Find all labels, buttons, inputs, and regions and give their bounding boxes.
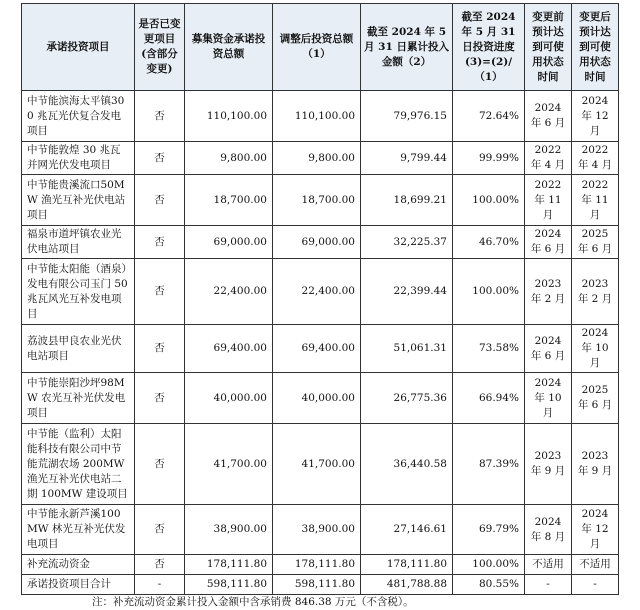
cell-committed: 22,400.00 xyxy=(185,259,273,325)
cell-project-name: 中节能太阳能（酒泉）发电有限公司玉门 50兆瓦风光互补发电项目 xyxy=(22,259,135,325)
cell-after-date: 2025 年 6 月 xyxy=(572,226,619,259)
cell-committed: 598,111.80 xyxy=(185,575,273,595)
cell-adjusted: 18,700.00 xyxy=(273,175,361,226)
table-row xyxy=(22,142,619,175)
cell-project-name: 补充流动资金 xyxy=(22,555,135,575)
cell-cumulative: 51,061.31 xyxy=(361,325,453,373)
cell-cumulative: 18,699.21 xyxy=(361,175,453,226)
cell-adjusted: 22,400.00 xyxy=(273,259,361,325)
header-changed: 是否已变更项目(含部分变更) xyxy=(135,4,185,91)
cell-adjusted: 41,700.00 xyxy=(273,424,361,505)
cell-project-name: 中节能（监利）太阳能科技有限公司中节能荒湖农场 200MW渔光互补光伏电站二期 100MW 建设项目 xyxy=(22,424,135,505)
table-row xyxy=(22,259,619,325)
cell-project-name: 中节能崇阳沙坪98MW 农光互补光伏发电项目 xyxy=(22,373,135,424)
cell-changed: 否 xyxy=(135,505,185,555)
cell-before-date: 2024 年 6 月 xyxy=(525,91,572,142)
cell-committed: 41,700.00 xyxy=(185,424,273,505)
table-row xyxy=(22,373,619,424)
cell-project-name: 中节能贵溪流口50MW 渔光互补光伏电站项目 xyxy=(22,175,135,226)
cell-cumulative: 27,146.61 xyxy=(361,505,453,555)
cell-cumulative: 22,399.44 xyxy=(361,259,453,325)
cell-project-name: 荔波县甲良农业光伏电站项目 xyxy=(22,325,135,373)
cell-cumulative: 79,976.15 xyxy=(361,91,453,142)
cell-adjusted: 69,400.00 xyxy=(273,325,361,373)
cell-project-name: 承诺投资项目合计 xyxy=(22,575,135,595)
table-row xyxy=(22,91,619,142)
table-row xyxy=(22,555,619,575)
cell-adjusted: 598,111.80 xyxy=(273,575,361,595)
cell-cumulative: 26,775.36 xyxy=(361,373,453,424)
cell-adjusted: 110,100.00 xyxy=(273,91,361,142)
cell-committed: 110,100.00 xyxy=(185,91,273,142)
cell-after-date: 2022 年 11 月 xyxy=(572,175,619,226)
table-row xyxy=(22,325,619,373)
cell-adjusted: 69,000.00 xyxy=(273,226,361,259)
cell-changed: 否 xyxy=(135,142,185,175)
table-body xyxy=(22,91,619,595)
cell-progress: 72.64% xyxy=(453,91,525,142)
cell-before-date: 2023 年 9 月 xyxy=(525,424,572,505)
cell-adjusted: 38,900.00 xyxy=(273,505,361,555)
cell-committed: 40,000.00 xyxy=(185,373,273,424)
cell-project-name: 中节能永新芦溪100MW 林光互补光伏发电项目 xyxy=(22,505,135,555)
header-progress: 截至 2024 年 5 月 31 日投资进度(3)=(2)/（1） xyxy=(453,4,525,91)
cell-changed: 否 xyxy=(135,175,185,226)
cell-changed: 否 xyxy=(135,373,185,424)
cell-progress: 69.79% xyxy=(453,505,525,555)
cell-committed: 9,800.00 xyxy=(185,142,273,175)
cell-changed: 否 xyxy=(135,555,185,575)
footnote: 注：补充流动资金累计投入金额中含承销费 846.38 万元（不含税）。 xyxy=(92,596,414,608)
header-project: 承诺投资项目 xyxy=(22,4,135,91)
cell-before-date: 2022 年 4 月 xyxy=(525,142,572,175)
cell-committed: 69,000.00 xyxy=(185,226,273,259)
cell-progress: 87.39% xyxy=(453,424,525,505)
header-after-date: 变更后预计达到可使用状态时间 xyxy=(572,4,619,91)
table-row xyxy=(22,575,619,595)
cell-cumulative: 36,440.58 xyxy=(361,424,453,505)
cell-progress: 99.99% xyxy=(453,142,525,175)
cell-cumulative: 32,225.37 xyxy=(361,226,453,259)
cell-cumulative: 481,788.88 xyxy=(361,575,453,595)
cell-before-date: 2024 年 6 月 xyxy=(525,325,572,373)
cell-after-date: 2025 年 6 月 xyxy=(572,373,619,424)
cell-cumulative: 9,799.44 xyxy=(361,142,453,175)
cell-committed: 18,700.00 xyxy=(185,175,273,226)
cell-after-date: 2023 年 2 月 xyxy=(572,259,619,325)
cell-changed: - xyxy=(135,575,185,595)
cell-before-date: 2022 年 11 月 xyxy=(525,175,572,226)
cell-before-date: 2024 年 6 月 xyxy=(525,226,572,259)
table-row xyxy=(22,424,619,505)
cell-after-date: - xyxy=(572,575,619,595)
cell-progress: 100.00% xyxy=(453,555,525,575)
table-header-row xyxy=(22,4,619,91)
cell-progress: 66.94% xyxy=(453,373,525,424)
cell-adjusted: 40,000.00 xyxy=(273,373,361,424)
cell-after-date: 2024 年 12 月 xyxy=(572,505,619,555)
cell-project-name: 中节能敦煌 30 兆瓦并网光伏发电项目 xyxy=(22,142,135,175)
cell-adjusted: 178,111.80 xyxy=(273,555,361,575)
cell-changed: 否 xyxy=(135,226,185,259)
cell-committed: 69,400.00 xyxy=(185,325,273,373)
table-row xyxy=(22,505,619,555)
cell-changed: 否 xyxy=(135,259,185,325)
cell-project-name: 中节能滨海太平镇300 兆瓦光伏复合发电项目 xyxy=(22,91,135,142)
cell-progress: 100.00% xyxy=(453,259,525,325)
cell-progress: 100.00% xyxy=(453,175,525,226)
cell-after-date: 2022 年 4 月 xyxy=(572,142,619,175)
table-row xyxy=(22,226,619,259)
cell-before-date: 2024 年 10 月 xyxy=(525,373,572,424)
cell-project-name: 福泉市道坪镇农业光伏电站项目 xyxy=(22,226,135,259)
header-cumulative: 截至 2024 年 5 月 31 日累计投入金额（2） xyxy=(361,4,453,91)
cell-committed: 178,111.80 xyxy=(185,555,273,575)
cell-changed: 否 xyxy=(135,91,185,142)
table-row xyxy=(22,175,619,226)
cell-after-date: 2024 年 10 月 xyxy=(572,325,619,373)
cell-before-date: 2023 年 2 月 xyxy=(525,259,572,325)
cell-after-date: 2023 年 9 月 xyxy=(572,424,619,505)
cell-before-date: 2024 年 8 月 xyxy=(525,505,572,555)
cell-cumulative: 178,111.80 xyxy=(361,555,453,575)
cell-committed: 38,900.00 xyxy=(185,505,273,555)
header-before-date: 变更前预计达到可使用状态时间 xyxy=(525,4,572,91)
cell-adjusted: 9,800.00 xyxy=(273,142,361,175)
cell-before-date: 不适用 xyxy=(525,555,572,575)
header-committed: 募集资金承诺投资总额 xyxy=(185,4,273,91)
cell-after-date: 2024 年 12 月 xyxy=(572,91,619,142)
cell-changed: 否 xyxy=(135,325,185,373)
cell-progress: 46.70% xyxy=(453,226,525,259)
investment-projects-table xyxy=(21,3,619,595)
cell-progress: 80.55% xyxy=(453,575,525,595)
cell-changed: 否 xyxy=(135,424,185,505)
cell-before-date: - xyxy=(525,575,572,595)
cell-after-date: 不适用 xyxy=(572,555,619,575)
header-adjusted: 调整后投资总额（1） xyxy=(273,4,361,91)
cell-progress: 73.58% xyxy=(453,325,525,373)
